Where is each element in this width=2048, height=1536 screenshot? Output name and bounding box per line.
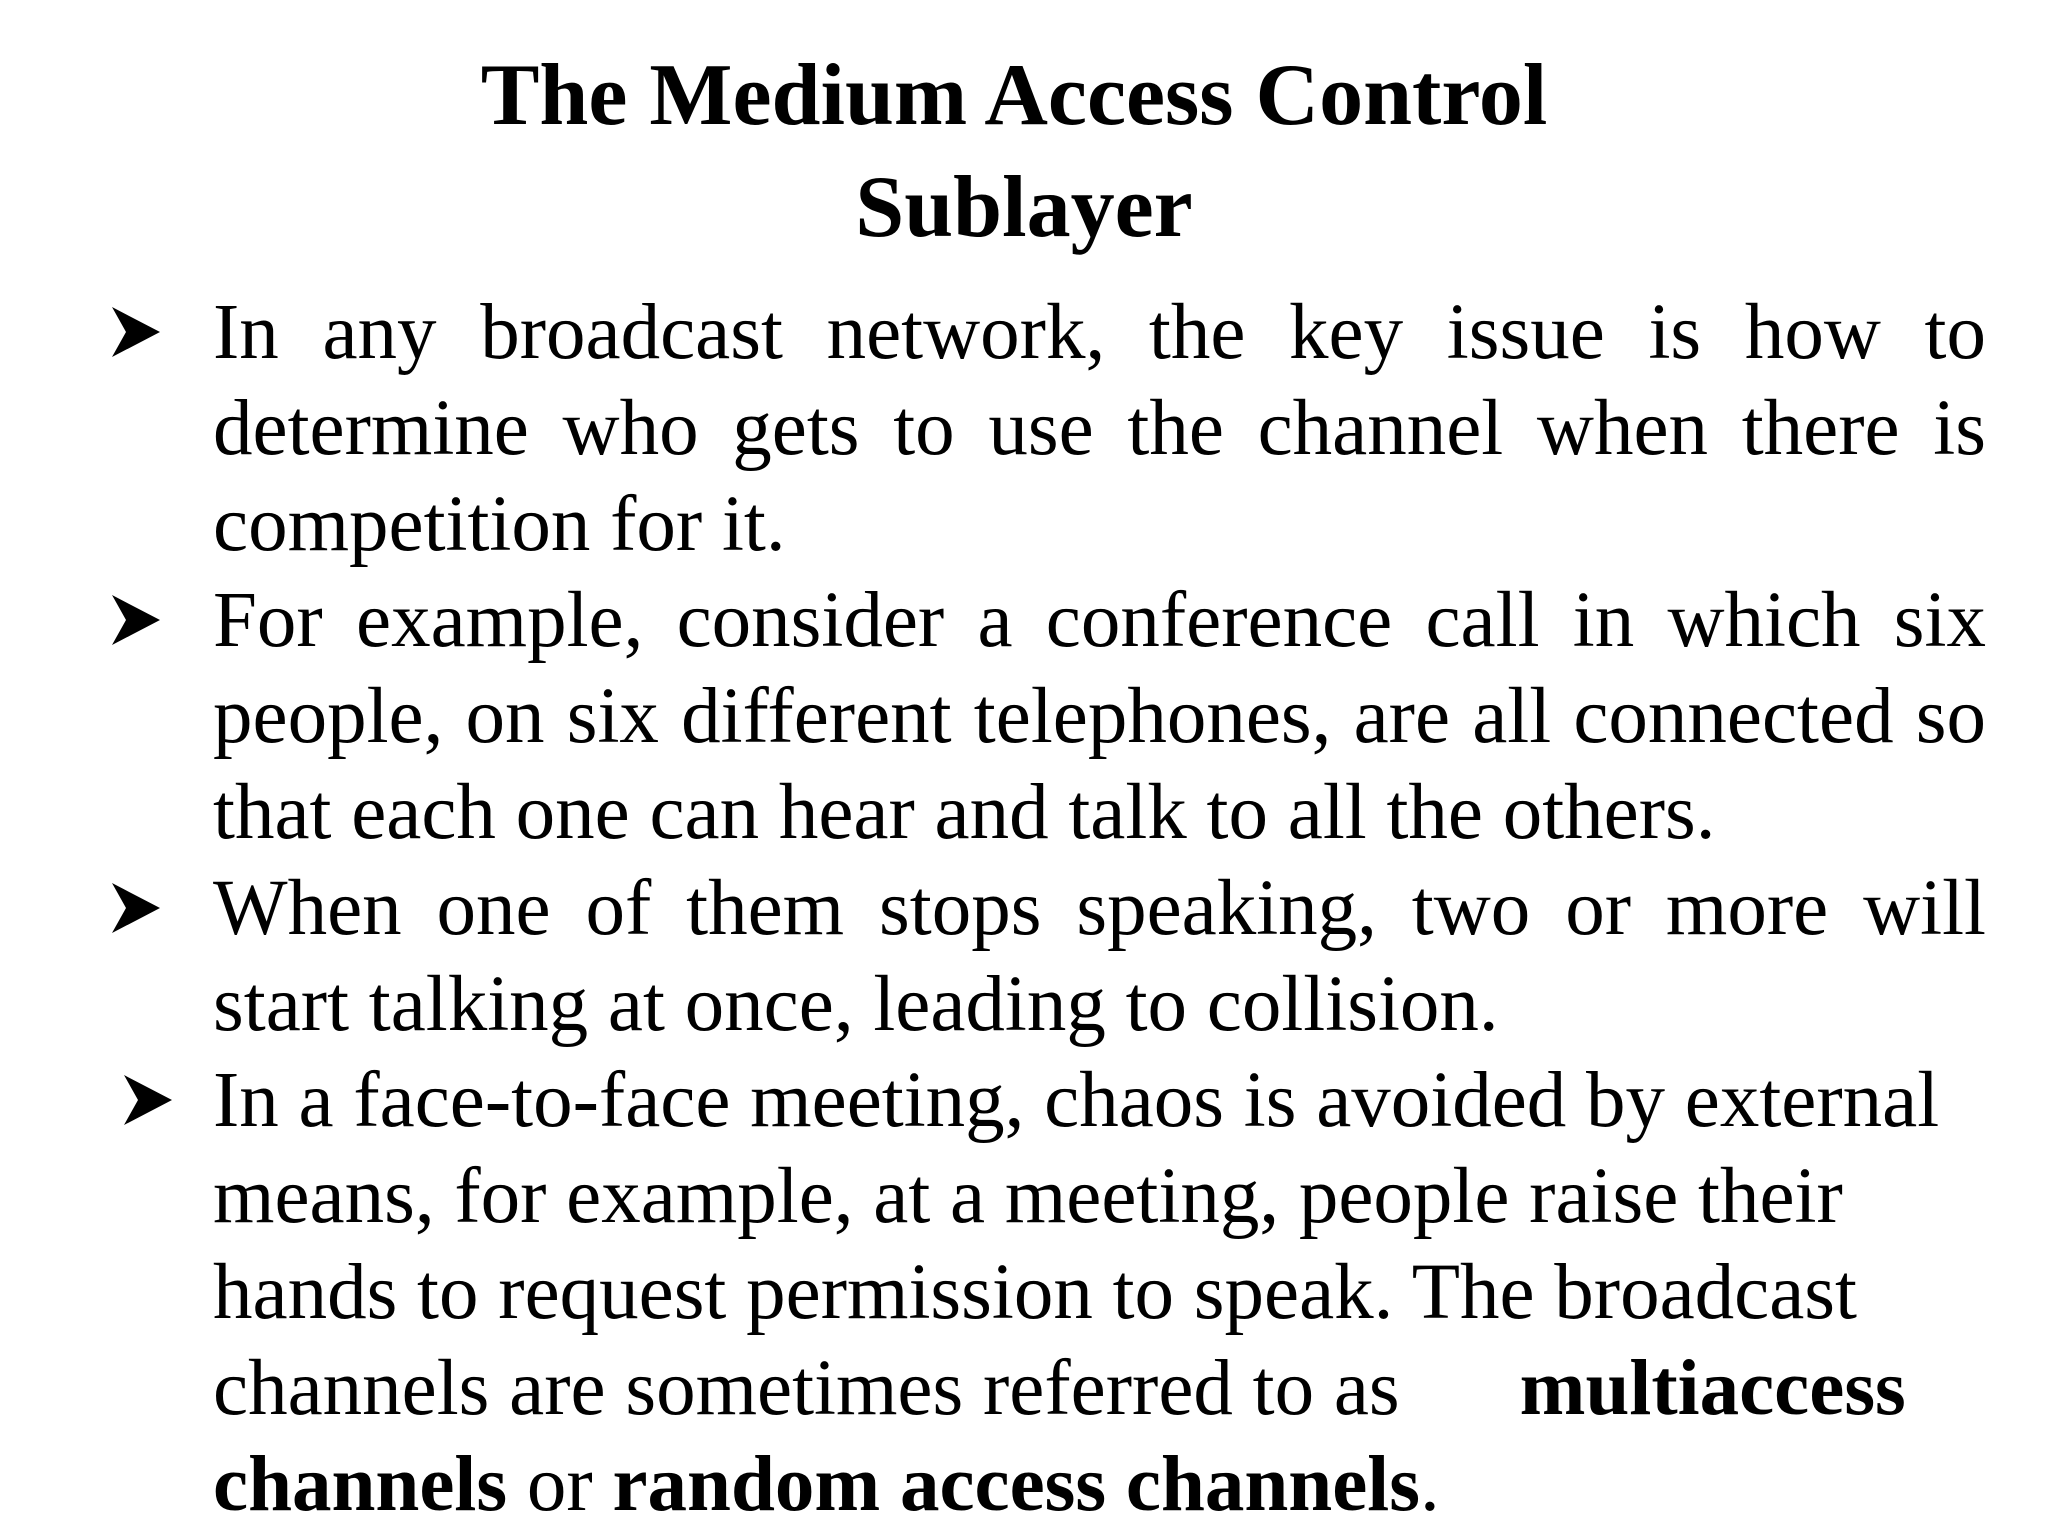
sentence-end: . <box>1420 1441 1440 1528</box>
bullet-item <box>0 861 1986 1053</box>
term-random-access-channels: random access channels <box>612 1441 1421 1528</box>
bullet-text: When one of them stops speaking, two or more will start talking at once, leading to collision. <box>213 865 1986 1048</box>
slide-title-line-1: The Medium Access Control <box>480 47 1548 144</box>
arrowhead-bullet-icon <box>106 303 164 361</box>
bullet-text: In any broadcast network, the key issue is how to determine who gets to use the channel when there is competition for it. <box>213 289 1986 568</box>
arrowhead-bullet-icon <box>106 879 164 937</box>
term-multiaccess-channels: multiaccess channels <box>213 1345 1906 1528</box>
connector-text: or <box>526 1441 593 1528</box>
bullet-text <box>213 1053 1986 1533</box>
slide-title-line-2: Sublayer <box>855 159 1193 256</box>
slide-title <box>0 40 2048 264</box>
arrowhead-bullet-icon <box>118 1071 176 1129</box>
bullet-item <box>0 573 1986 861</box>
bullet-item <box>0 1053 1986 1533</box>
bullet-item <box>0 285 1986 573</box>
arrowhead-bullet-icon <box>106 591 164 649</box>
bullet-text: For example, consider a conference call in which six people, on six different telephones, are all connected so that each one can hear and talk to all the others. <box>213 577 1986 856</box>
bullet-list <box>0 285 2048 1533</box>
bullet-text-start: In a face-to-face meeting, chaos is avoided by external means, for example, at a meeting, people raise their hands to request permission to speak. The broadcast channels are sometimes referred to as <box>213 1057 1940 1432</box>
